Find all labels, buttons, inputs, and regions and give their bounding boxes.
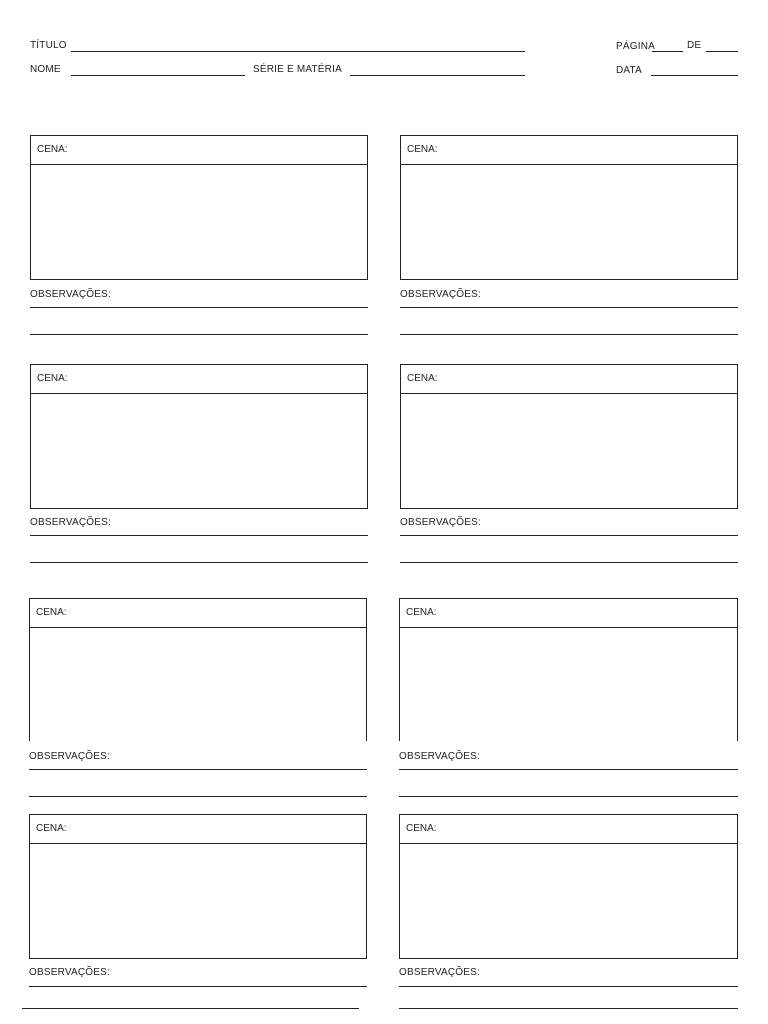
observations-line[interactable]	[29, 796, 367, 797]
observations-line[interactable]	[399, 769, 738, 770]
name-field[interactable]	[71, 75, 245, 76]
scene-label: CENA:	[407, 373, 438, 384]
observations-line[interactable]	[22, 1008, 359, 1009]
scene-label: CENA:	[36, 607, 67, 618]
page-total-field[interactable]	[706, 51, 738, 52]
scene-frame-4	[400, 364, 738, 509]
series-field[interactable]	[350, 75, 525, 76]
observations-line[interactable]	[29, 769, 367, 770]
scene-header	[31, 136, 367, 165]
scene-frame-3	[30, 364, 368, 509]
observations-line[interactable]	[399, 1008, 738, 1009]
observations-line[interactable]	[30, 562, 368, 563]
scene-frame-8	[399, 814, 738, 959]
observations-label: OBSERVAÇÕES:	[29, 751, 110, 762]
scene-frame-1	[30, 135, 368, 280]
scene-label: CENA:	[37, 144, 68, 155]
title-label: TÍTULO	[30, 40, 67, 51]
scene-frame-5	[29, 598, 367, 741]
scene-label: CENA:	[406, 823, 437, 834]
scene-header	[400, 599, 737, 628]
scene-header	[401, 365, 737, 394]
scene-drawing-area[interactable]	[401, 165, 737, 279]
page-label: PÁGINA	[616, 41, 655, 52]
title-field[interactable]	[71, 51, 525, 52]
scene-drawing-area[interactable]	[31, 394, 367, 508]
observations-line[interactable]	[400, 334, 738, 335]
name-label: NOME	[30, 64, 61, 75]
observations-label: OBSERVAÇÕES:	[399, 967, 480, 978]
observations-label: OBSERVAÇÕES:	[30, 517, 111, 528]
observations-label: OBSERVAÇÕES:	[29, 967, 110, 978]
scene-header	[30, 599, 366, 628]
scene-drawing-area[interactable]	[31, 165, 367, 279]
observations-line[interactable]	[400, 535, 738, 536]
observations-label: OBSERVAÇÕES:	[400, 517, 481, 528]
observations-line[interactable]	[399, 986, 738, 987]
scene-drawing-area[interactable]	[400, 844, 737, 958]
scene-frame-6	[399, 598, 738, 741]
scene-drawing-area[interactable]	[400, 628, 737, 741]
scene-frame-2	[400, 135, 738, 280]
observations-label: OBSERVAÇÕES:	[30, 289, 111, 300]
observations-line[interactable]	[29, 986, 367, 987]
scene-header	[400, 815, 737, 844]
date-field[interactable]	[651, 75, 738, 76]
scene-drawing-area[interactable]	[30, 628, 366, 741]
observations-line[interactable]	[30, 307, 368, 308]
scene-label: CENA:	[407, 144, 438, 155]
observations-label: OBSERVAÇÕES:	[399, 751, 480, 762]
observations-line[interactable]	[30, 535, 368, 536]
of-label: DE	[687, 40, 702, 51]
observations-line[interactable]	[400, 562, 738, 563]
scene-header	[31, 365, 367, 394]
series-label: SÉRIE E MATÉRIA	[253, 64, 342, 75]
scene-header	[401, 136, 737, 165]
observations-line[interactable]	[399, 796, 738, 797]
observations-line[interactable]	[400, 307, 738, 308]
scene-drawing-area[interactable]	[401, 394, 737, 508]
scene-drawing-area[interactable]	[30, 844, 366, 958]
scene-header	[30, 815, 366, 844]
scene-label: CENA:	[37, 373, 68, 384]
scene-label: CENA:	[36, 823, 67, 834]
date-label: DATA	[616, 65, 642, 76]
scene-frame-7	[29, 814, 367, 959]
scene-label: CENA:	[406, 607, 437, 618]
observations-line[interactable]	[30, 334, 368, 335]
page-number-field[interactable]	[652, 51, 683, 52]
observations-label: OBSERVAÇÕES:	[400, 289, 481, 300]
